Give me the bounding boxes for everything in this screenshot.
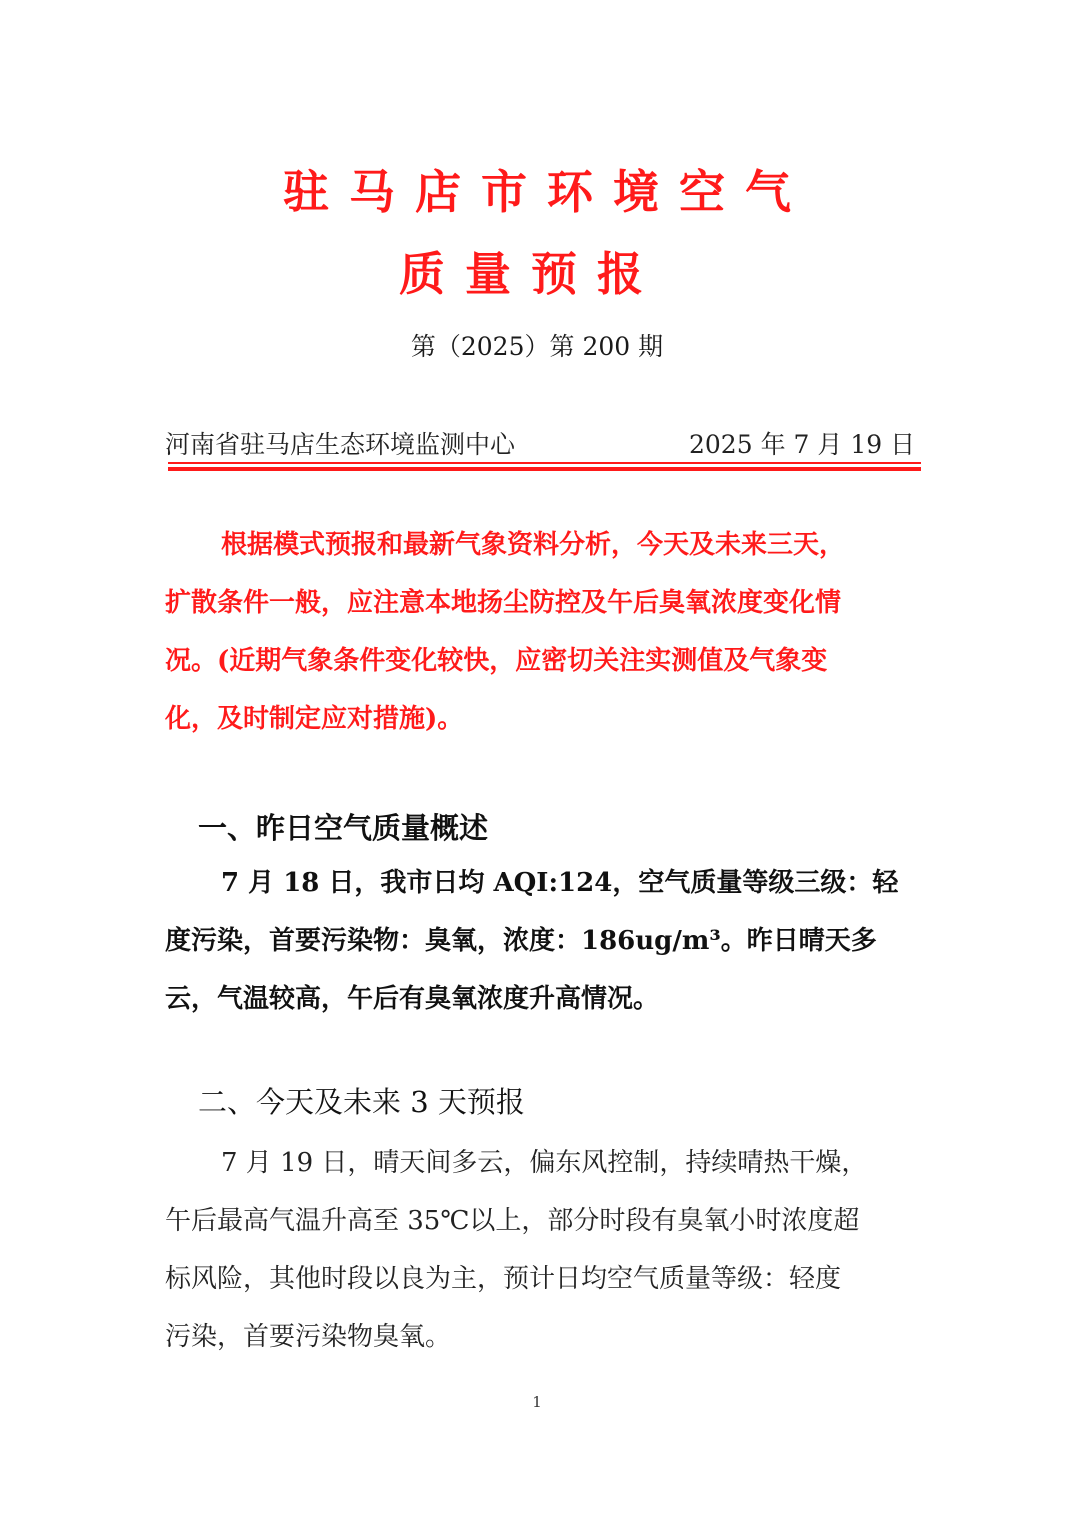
section1-paragraph [165,854,913,1028]
header-divider-thick [168,467,921,471]
issue-date: 2025 年 7 月 19 日 [689,430,916,459]
summary-line: 根据模式预报和最新气象资料分析，今天及未来三天， [221,530,846,560]
summary-line: 况。(近期气象条件变化较快，应密切关注实测值及气象变 [165,646,828,676]
section1-line: 度污染，首要污染物：臭氧，浓度：186ug/m³。昨日晴天多 [165,926,877,956]
section2-line: 污染，首要污染物臭氧。 [165,1322,452,1352]
summary-line: 扩散条件一般，应注意本地扬尘防控及午后臭氧浓度变化情 [165,588,842,618]
page-number: 1 [532,1393,542,1411]
section2-line: 7 月 19 日，晴天间多云，偏东风控制，持续晴热干燥， [221,1148,868,1178]
document-title-line-1: 驻马店市环境空气 [283,165,811,219]
header-divider-thin [168,462,921,464]
section1-line: 7 月 18 日，我市日均 AQI:124，空气质量等级三级：轻 [221,868,899,898]
issue-number: 第（2025）第 200 期 [410,332,664,361]
summary-paragraph [165,516,913,748]
document-title-line-2: 质量预报 [399,247,663,301]
issuing-organization: 河南省驻马店生态环境监测中心 [165,430,516,459]
section-heading-forecast: 二、今天及未来 3 天预报 [198,1085,525,1119]
section2-paragraph [165,1134,913,1366]
section1-line: 云，气温较高，午后有臭氧浓度升高情况。 [165,984,660,1014]
section2-line: 标风险，其他时段以良为主，预计日均空气质量等级：轻度 [165,1264,842,1294]
section2-line: 午后最高气温升高至 35℃以上，部分时段有臭氧小时浓度超 [165,1206,860,1236]
section-heading-yesterday: 一、昨日空气质量概述 [198,811,489,845]
summary-line: 化，及时制定应对措施)。 [165,704,464,734]
